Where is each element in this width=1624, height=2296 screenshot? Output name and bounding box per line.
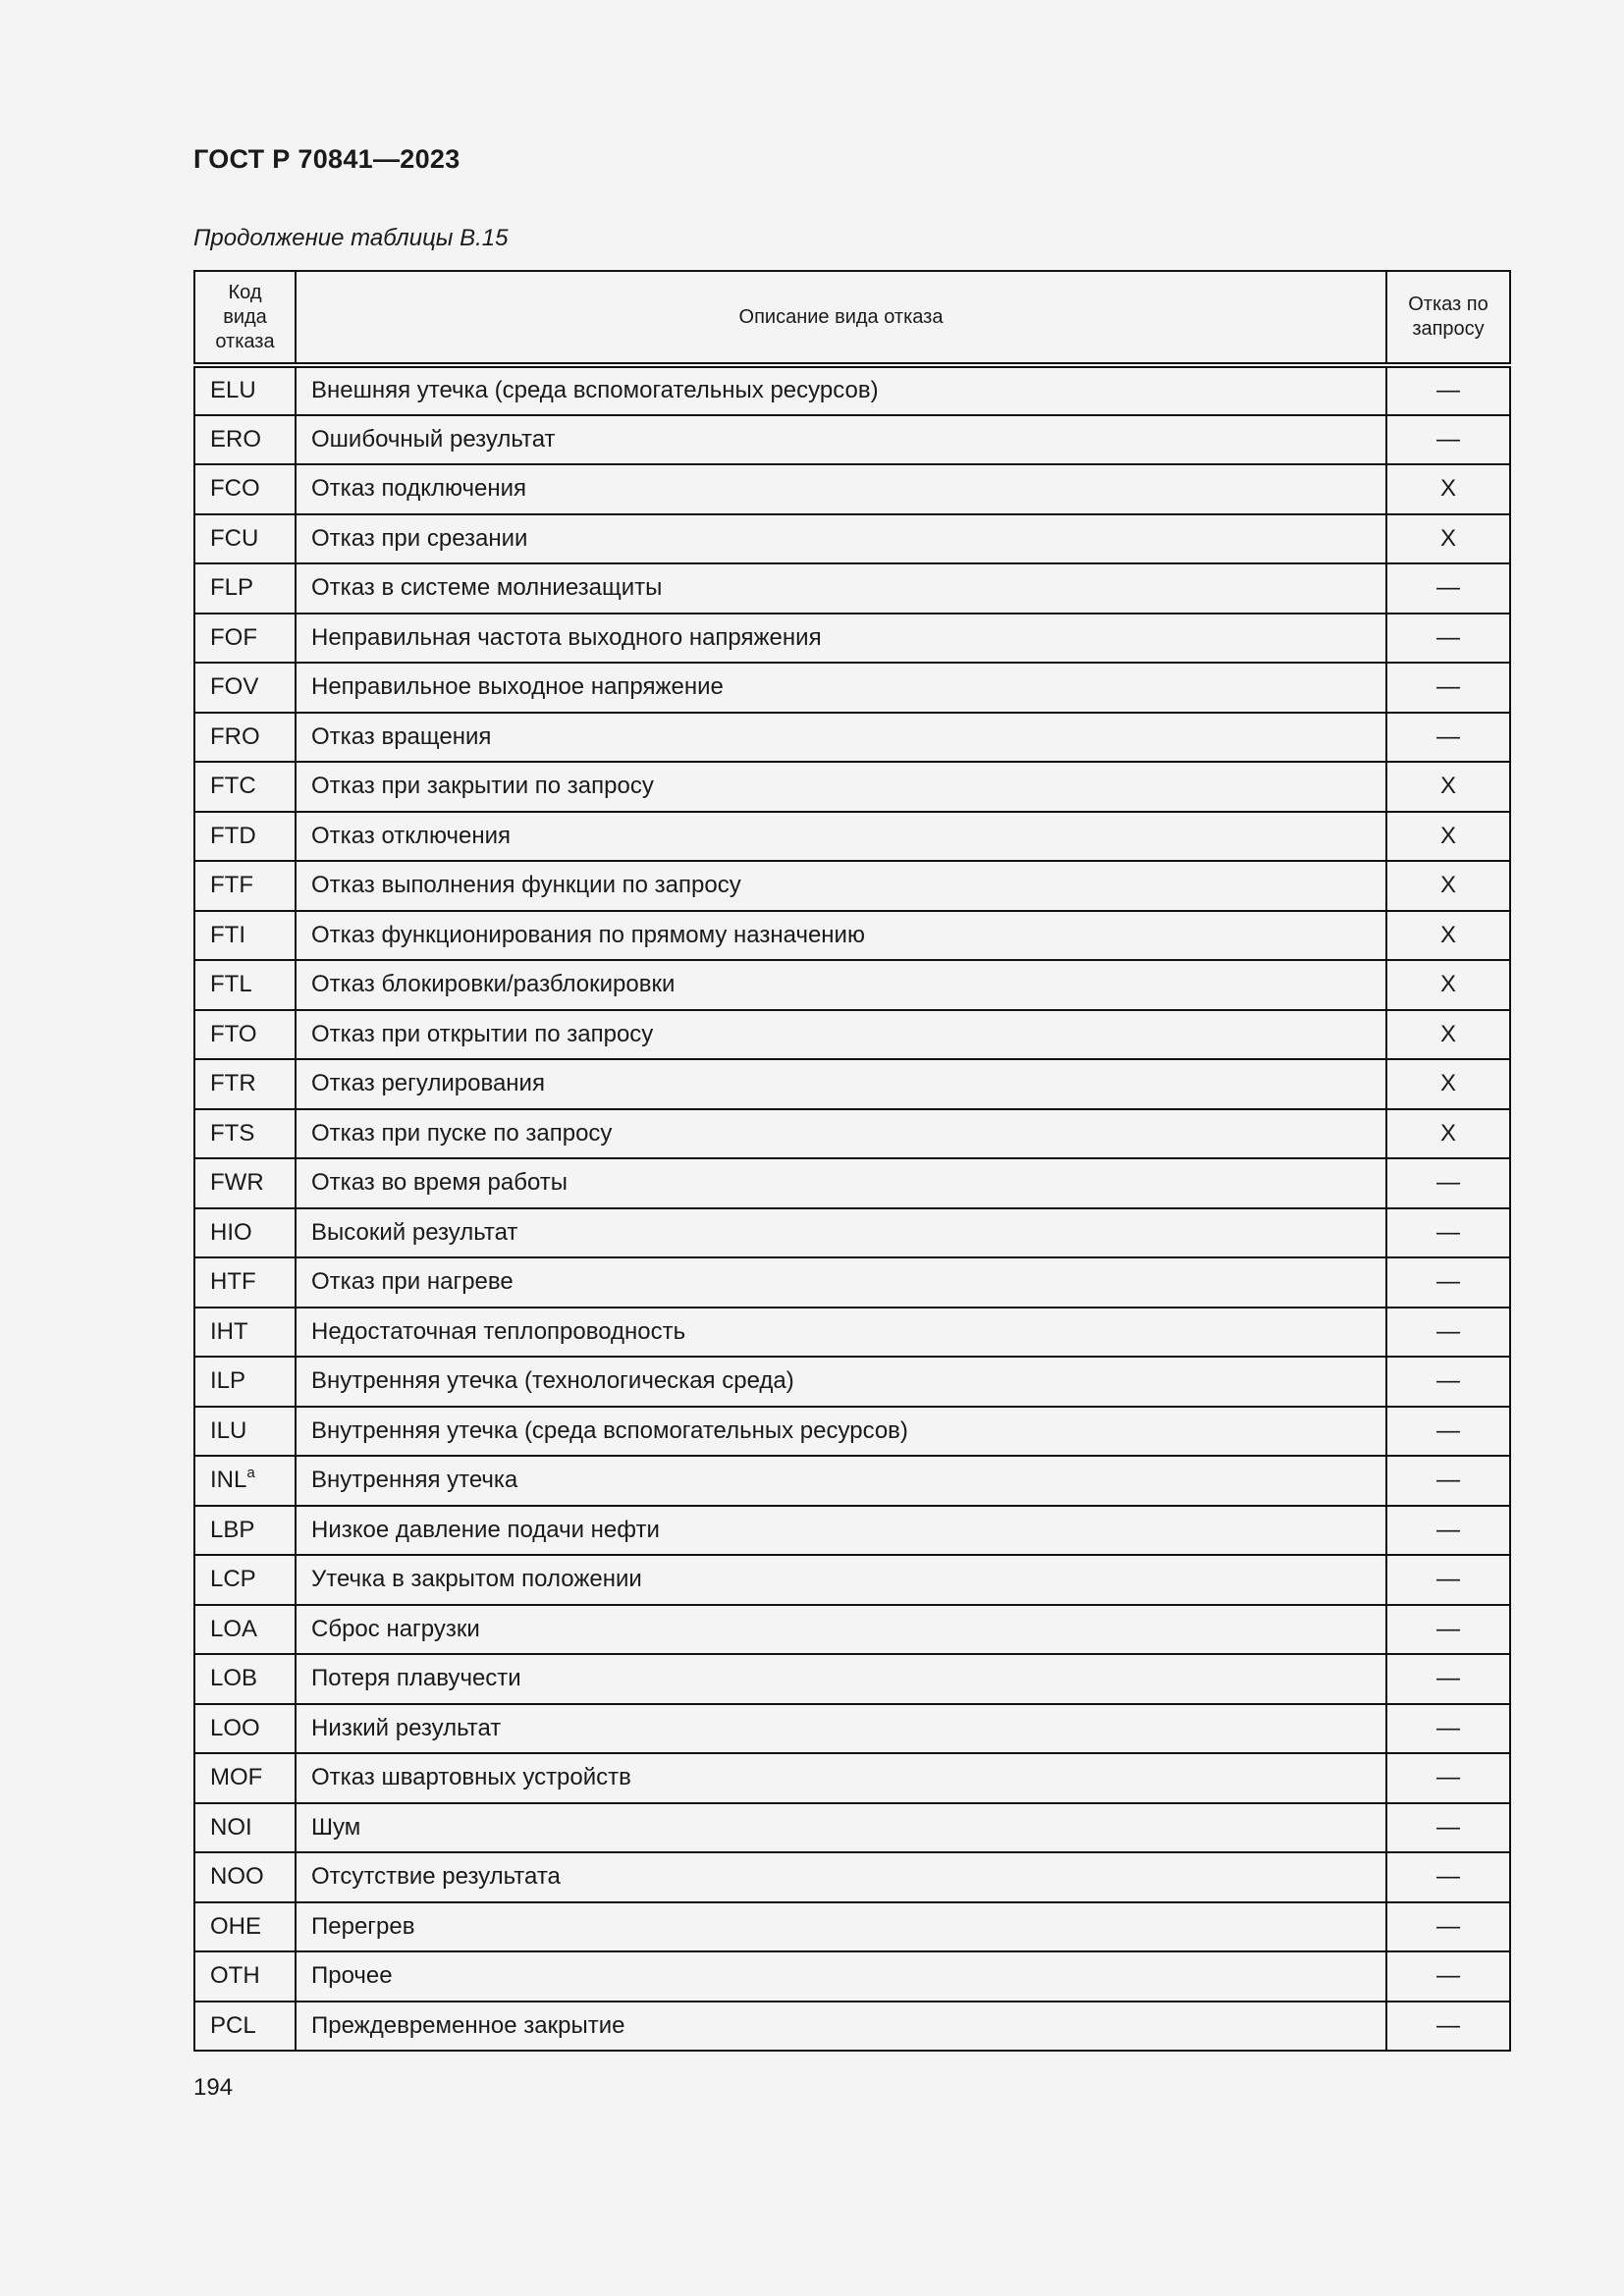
failure-code-cell: [194, 514, 296, 564]
on-demand-flag: —: [1386, 1753, 1510, 1803]
on-demand-flag: —: [1386, 1803, 1510, 1853]
table-row: [194, 614, 1510, 664]
table-row: [194, 861, 1510, 911]
failure-code: FCO: [210, 475, 260, 503]
failure-description: Отказ во время работы: [296, 1158, 1386, 1208]
on-demand-flag: —: [1386, 663, 1510, 713]
failure-code-cell: [194, 762, 296, 812]
failure-code: FTO: [210, 1020, 257, 1047]
failure-code-cell: [194, 1257, 296, 1308]
on-demand-flag: —: [1386, 1605, 1510, 1655]
table-caption: Продолжение таблицы В.15: [193, 225, 509, 251]
failure-code-cell: [194, 464, 296, 514]
on-demand-flag: —: [1386, 415, 1510, 465]
table-row: [194, 1456, 1510, 1506]
on-demand-flag: X: [1386, 464, 1510, 514]
on-demand-flag: X: [1386, 960, 1510, 1010]
failure-code-cell: [194, 415, 296, 465]
failure-code-cell: [194, 1555, 296, 1605]
failure-code-cell: [194, 1852, 296, 1902]
failure-code-cell: [194, 1407, 296, 1457]
table-row: [194, 1803, 1510, 1853]
failure-description: Внутренняя утечка: [296, 1456, 1386, 1506]
failure-code-cell: [194, 1109, 296, 1159]
table-row: [194, 1109, 1510, 1159]
table-row: [194, 1753, 1510, 1803]
failure-description: Внешняя утечка (среда вспомогательных ресурсов): [296, 365, 1386, 415]
on-demand-flag: —: [1386, 1704, 1510, 1754]
table-row: [194, 911, 1510, 961]
failure-modes-table: [193, 270, 1511, 2052]
failure-code: FTI: [210, 921, 245, 948]
failure-code: FTD: [210, 822, 256, 849]
failure-description: Ошибочный результат: [296, 415, 1386, 465]
failure-code-cell: [194, 1357, 296, 1407]
footnote-marker: a: [246, 1465, 255, 1482]
failure-code: FRO: [210, 722, 260, 750]
table-row: [194, 1852, 1510, 1902]
on-demand-flag: X: [1386, 1059, 1510, 1109]
table-row: [194, 1902, 1510, 1952]
failure-code-cell: [194, 1803, 296, 1853]
on-demand-flag: —: [1386, 2002, 1510, 2052]
failure-code: HTF: [210, 1268, 256, 1296]
on-demand-flag: X: [1386, 1010, 1510, 1060]
on-demand-flag: X: [1386, 1109, 1510, 1159]
failure-code: OTH: [210, 1962, 260, 1990]
failure-code-cell: [194, 1158, 296, 1208]
failure-code: FLP: [210, 574, 254, 602]
failure-description: Сброс нагрузки: [296, 1605, 1386, 1655]
failure-code: FTR: [210, 1070, 256, 1097]
page-number: 194: [193, 2074, 234, 2101]
failure-code-cell: [194, 1308, 296, 1358]
on-demand-flag: —: [1386, 1407, 1510, 1457]
on-demand-flag: —: [1386, 1951, 1510, 2002]
table-row: [194, 464, 1510, 514]
failure-code-cell: [194, 1208, 296, 1258]
failure-code-cell: [194, 2002, 296, 2052]
column-header-code: [194, 271, 296, 365]
failure-code: PCL: [210, 2011, 256, 2039]
on-demand-flag: —: [1386, 1902, 1510, 1952]
on-demand-flag: X: [1386, 861, 1510, 911]
on-demand-flag: X: [1386, 762, 1510, 812]
column-header-on-demand-label: Отказ по запросу: [1408, 294, 1489, 340]
table-row: [194, 1704, 1510, 1754]
failure-code: FOF: [210, 623, 257, 651]
on-demand-flag: —: [1386, 1257, 1510, 1308]
failure-code: NOO: [210, 1863, 264, 1891]
failure-code-cell: [194, 563, 296, 614]
failure-code: LOA: [210, 1615, 258, 1642]
failure-description: Преждевременное закрытие: [296, 2002, 1386, 2052]
failure-description: Прочее: [296, 1951, 1386, 2002]
failure-code-cell: [194, 614, 296, 664]
failure-code: LBP: [210, 1516, 255, 1543]
table-row: [194, 1951, 1510, 2002]
table-row: [194, 1308, 1510, 1358]
failure-code: FTS: [210, 1119, 255, 1147]
failure-code: FTL: [210, 971, 252, 998]
document-title: ГОСТ Р 70841—2023: [193, 144, 460, 174]
failure-description: Отсутствие результата: [296, 1852, 1386, 1902]
table-row: [194, 2002, 1510, 2052]
on-demand-flag: —: [1386, 1308, 1510, 1358]
failure-code: FTC: [210, 773, 256, 800]
on-demand-flag: —: [1386, 1555, 1510, 1605]
failure-code: LCP: [210, 1566, 256, 1593]
failure-code: NOI: [210, 1813, 252, 1841]
failure-code-cell: [194, 960, 296, 1010]
failure-description: Потеря плавучести: [296, 1654, 1386, 1704]
failure-code-cell: [194, 1654, 296, 1704]
failure-description: Отказ при нагреве: [296, 1257, 1386, 1308]
on-demand-flag: X: [1386, 514, 1510, 564]
table-row: [194, 1158, 1510, 1208]
failure-code-cell: [194, 663, 296, 713]
table-row: [194, 1357, 1510, 1407]
table-row: [194, 713, 1510, 763]
failure-description: Отказ регулирования: [296, 1059, 1386, 1109]
failure-code: FTF: [210, 872, 253, 899]
failure-description: Отказ отключения: [296, 812, 1386, 862]
on-demand-flag: —: [1386, 713, 1510, 763]
failure-description: Неправильная частота выходного напряжения: [296, 614, 1386, 664]
table-row: [194, 1654, 1510, 1704]
failure-description: Отказ функционирования по прямому назначению: [296, 911, 1386, 961]
failure-description: Неправильное выходное напряжение: [296, 663, 1386, 713]
on-demand-flag: X: [1386, 911, 1510, 961]
on-demand-flag: —: [1386, 1158, 1510, 1208]
failure-code-cell: [194, 365, 296, 415]
table-row: [194, 365, 1510, 415]
failure-code: INL: [210, 1467, 247, 1494]
failure-description: Внутренняя утечка (среда вспомогательных ресурсов): [296, 1407, 1386, 1457]
failure-code-cell: [194, 1902, 296, 1952]
failure-description: Отказ в системе молниезащиты: [296, 563, 1386, 614]
failure-code-cell: [194, 1753, 296, 1803]
failure-description: Шум: [296, 1803, 1386, 1853]
failure-code: HIO: [210, 1218, 252, 1246]
failure-code-cell: [194, 1059, 296, 1109]
table-row: [194, 1010, 1510, 1060]
failure-description: Внутренняя утечка (технологическая среда): [296, 1357, 1386, 1407]
failure-description: Отказ подключения: [296, 464, 1386, 514]
failure-code: IHT: [210, 1317, 248, 1345]
failure-code-cell: [194, 1704, 296, 1754]
failure-description: Низкий результат: [296, 1704, 1386, 1754]
failure-code: ERO: [210, 425, 262, 453]
column-header-on-demand: [1386, 271, 1510, 365]
failure-code-cell: [194, 1010, 296, 1060]
failure-code-cell: [194, 1951, 296, 2002]
table-body: [194, 365, 1510, 2051]
failure-code: FCU: [210, 524, 259, 552]
on-demand-flag: X: [1386, 812, 1510, 862]
failure-code: LOB: [210, 1665, 258, 1692]
failure-description: Отказ блокировки/разблокировки: [296, 960, 1386, 1010]
failure-code: LOO: [210, 1714, 260, 1741]
table-row: [194, 1257, 1510, 1308]
column-header-code-label: Код вида отказа: [215, 281, 275, 352]
column-header-description: [296, 271, 1386, 365]
failure-code-cell: [194, 1506, 296, 1556]
failure-description: Отказ вращения: [296, 713, 1386, 763]
failure-code-cell: [194, 1456, 296, 1506]
table-row: [194, 514, 1510, 564]
on-demand-flag: —: [1386, 365, 1510, 415]
failure-description: Отказ при срезании: [296, 514, 1386, 564]
failure-code-cell: [194, 1605, 296, 1655]
failure-description: Отказ при открытии по запросу: [296, 1010, 1386, 1060]
on-demand-flag: —: [1386, 614, 1510, 664]
failure-code: FOV: [210, 673, 259, 701]
failure-description: Отказ при закрытии по запросу: [296, 762, 1386, 812]
failure-description: Отказ выполнения функции по запросу: [296, 861, 1386, 911]
table-row: [194, 563, 1510, 614]
failure-code: OHE: [210, 1912, 262, 1940]
table-row: [194, 960, 1510, 1010]
on-demand-flag: —: [1386, 563, 1510, 614]
failure-code: ELU: [210, 377, 256, 404]
on-demand-flag: —: [1386, 1654, 1510, 1704]
failure-code: ILP: [210, 1367, 246, 1395]
failure-code-cell: [194, 812, 296, 862]
failure-description: Отказ швартовных устройств: [296, 1753, 1386, 1803]
table-row: [194, 415, 1510, 465]
table-row: [194, 812, 1510, 862]
failure-description: Утечка в закрытом положении: [296, 1555, 1386, 1605]
failure-description: Отказ при пуске по запросу: [296, 1109, 1386, 1159]
on-demand-flag: —: [1386, 1506, 1510, 1556]
column-header-description-label: Описание вида отказа: [738, 305, 944, 328]
on-demand-flag: —: [1386, 1357, 1510, 1407]
on-demand-flag: —: [1386, 1852, 1510, 1902]
table-row: [194, 1605, 1510, 1655]
failure-description: Недостаточная теплопроводность: [296, 1308, 1386, 1358]
failure-description: Низкое давление подачи нефти: [296, 1506, 1386, 1556]
failure-code-cell: [194, 861, 296, 911]
failure-code: ILU: [210, 1416, 247, 1444]
table-row: [194, 1407, 1510, 1457]
failure-code: FWR: [210, 1169, 264, 1197]
table-row: [194, 663, 1510, 713]
failure-description: Перегрев: [296, 1902, 1386, 1952]
table-header-row: [194, 271, 1510, 365]
on-demand-flag: —: [1386, 1456, 1510, 1506]
failure-code: MOF: [210, 1764, 263, 1791]
table-row: [194, 762, 1510, 812]
failure-description: Высокий результат: [296, 1208, 1386, 1258]
table-row: [194, 1208, 1510, 1258]
failure-code-cell: [194, 911, 296, 961]
table-row: [194, 1506, 1510, 1556]
table-row: [194, 1059, 1510, 1109]
table-row: [194, 1555, 1510, 1605]
failure-code-cell: [194, 713, 296, 763]
on-demand-flag: —: [1386, 1208, 1510, 1258]
